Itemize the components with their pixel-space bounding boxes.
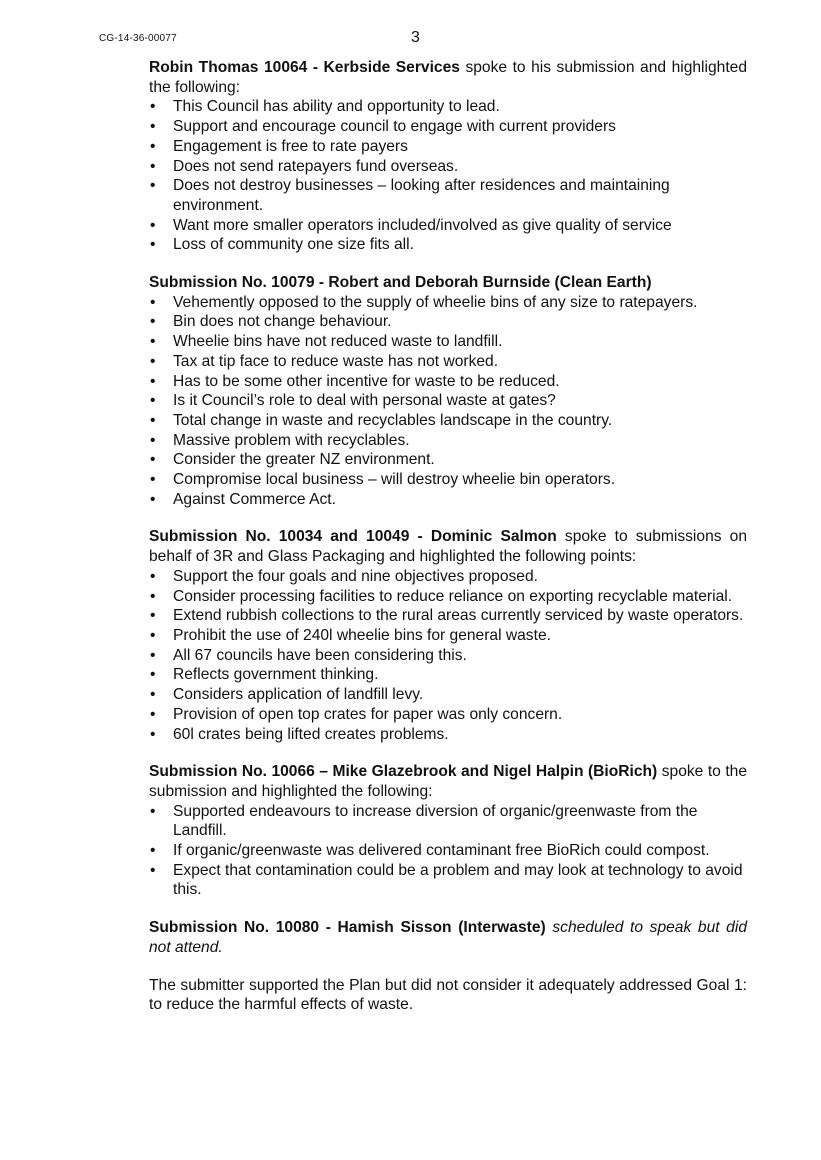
section-intro — [149, 58, 747, 97]
list-item: • Reflects government thinking. — [149, 665, 747, 685]
section-heading: Robin Thomas 10064 - Kerbside Services — [149, 59, 460, 76]
list-item: • Is it Council’s role to deal with personal waste at gates? — [149, 391, 747, 411]
list-item: • Does not destroy businesses – looking after residences and maintaining environment. — [149, 176, 747, 215]
section-intro-text: spoke to his submission and highlighted the following: — [149, 59, 747, 96]
section-intro — [149, 762, 747, 801]
list-item: • Expect that contamination could be a problem and may look at technology to avoid this. — [149, 861, 747, 900]
page-body — [149, 58, 747, 1031]
list-item: • Want more smaller operators included/involved as give quality of service — [149, 216, 747, 236]
attendance-note: scheduled to speak but did not attend. — [149, 919, 747, 956]
section-intro-text: spoke to the submission and highlighted the following: — [149, 763, 748, 800]
list-item: • Does not send ratepayers fund overseas. — [149, 157, 747, 177]
section-intro — [149, 918, 747, 957]
list-item: • 60l crates being lifted creates problems. — [149, 725, 747, 745]
bullet-list — [149, 802, 747, 901]
page-number: 3 — [411, 29, 420, 46]
submission-robin-thomas — [149, 58, 747, 255]
list-item: • Loss of community one size fits all. — [149, 235, 747, 255]
list-item: • Considers application of landfill levy. — [149, 685, 747, 705]
bullet-list — [149, 97, 747, 255]
list-item: • This Council has ability and opportunity to lead. — [149, 97, 747, 117]
closing-paragraph: The submitter supported the Plan but did not consider it adequately addressed Goal 1: to reduce the harmful effects of waste. — [149, 976, 747, 1014]
list-item: • Consider processing facilities to reduce reliance on exporting recyclable material. — [149, 587, 747, 607]
submission-10079 — [149, 273, 747, 509]
doc-reference: CG-14-36-00077 — [99, 33, 177, 44]
section-intro — [149, 527, 747, 566]
list-item: • Wheelie bins have not reduced waste to landfill. — [149, 332, 747, 352]
list-item: • All 67 councils have been considering this. — [149, 646, 747, 666]
list-item: • Consider the greater NZ environment. — [149, 450, 747, 470]
list-item: • Extend rubbish collections to the rural areas currently serviced by waste operators. — [149, 606, 747, 626]
section-heading: Submission No. 10034 and 10049 - Dominic Salmon — [149, 528, 557, 546]
list-item: • Total change in waste and recyclables landscape in the country. — [149, 411, 747, 431]
section-intro-text: spoke to submissions on behalf of 3R and Glass Packaging and highlighted the following points: — [149, 528, 747, 566]
list-item: • Supported endeavours to increase diversion of organic/greenwaste from the Landfill. — [149, 802, 747, 841]
section-heading: Submission No. 10079 - Robert and Deborah Burnside (Clean Earth) — [149, 274, 652, 292]
submission-10066 — [149, 762, 747, 900]
bullet-list — [149, 567, 747, 744]
list-item: • If organic/greenwaste was delivered contaminant free BioRich could compost. — [149, 841, 747, 861]
list-item: • Prohibit the use of 240l wheelie bins for general waste. — [149, 626, 747, 646]
submission-10080 — [149, 918, 747, 1015]
list-item: • Support and encourage council to engage with current providers — [149, 117, 747, 137]
submission-10034-10049 — [149, 527, 747, 744]
list-item: • Engagement is free to rate payers — [149, 137, 747, 157]
list-item: • Bin does not change behaviour. — [149, 312, 747, 332]
list-item: • Tax at tip face to reduce waste has not worked. — [149, 352, 747, 372]
section-intro — [149, 273, 747, 293]
section-heading: Submission No. 10066 – Mike Glazebrook and Nigel Halpin (BioRich) — [149, 763, 658, 781]
list-item: • Provision of open top crates for paper was only concern. — [149, 705, 747, 725]
list-item: • Vehemently opposed to the supply of wheelie bins of any size to ratepayers. — [149, 293, 747, 313]
bullet-list — [149, 293, 747, 510]
list-item: • Against Commerce Act. — [149, 490, 747, 510]
section-heading: Submission No. 10080 - Hamish Sisson (Interwaste) — [149, 919, 546, 937]
list-item: • Has to be some other incentive for waste to be reduced. — [149, 372, 747, 392]
list-item: • Support the four goals and nine objectives proposed. — [149, 567, 747, 587]
list-item: • Massive problem with recyclables. — [149, 431, 747, 451]
list-item: • Compromise local business – will destroy wheelie bin operators. — [149, 470, 747, 490]
